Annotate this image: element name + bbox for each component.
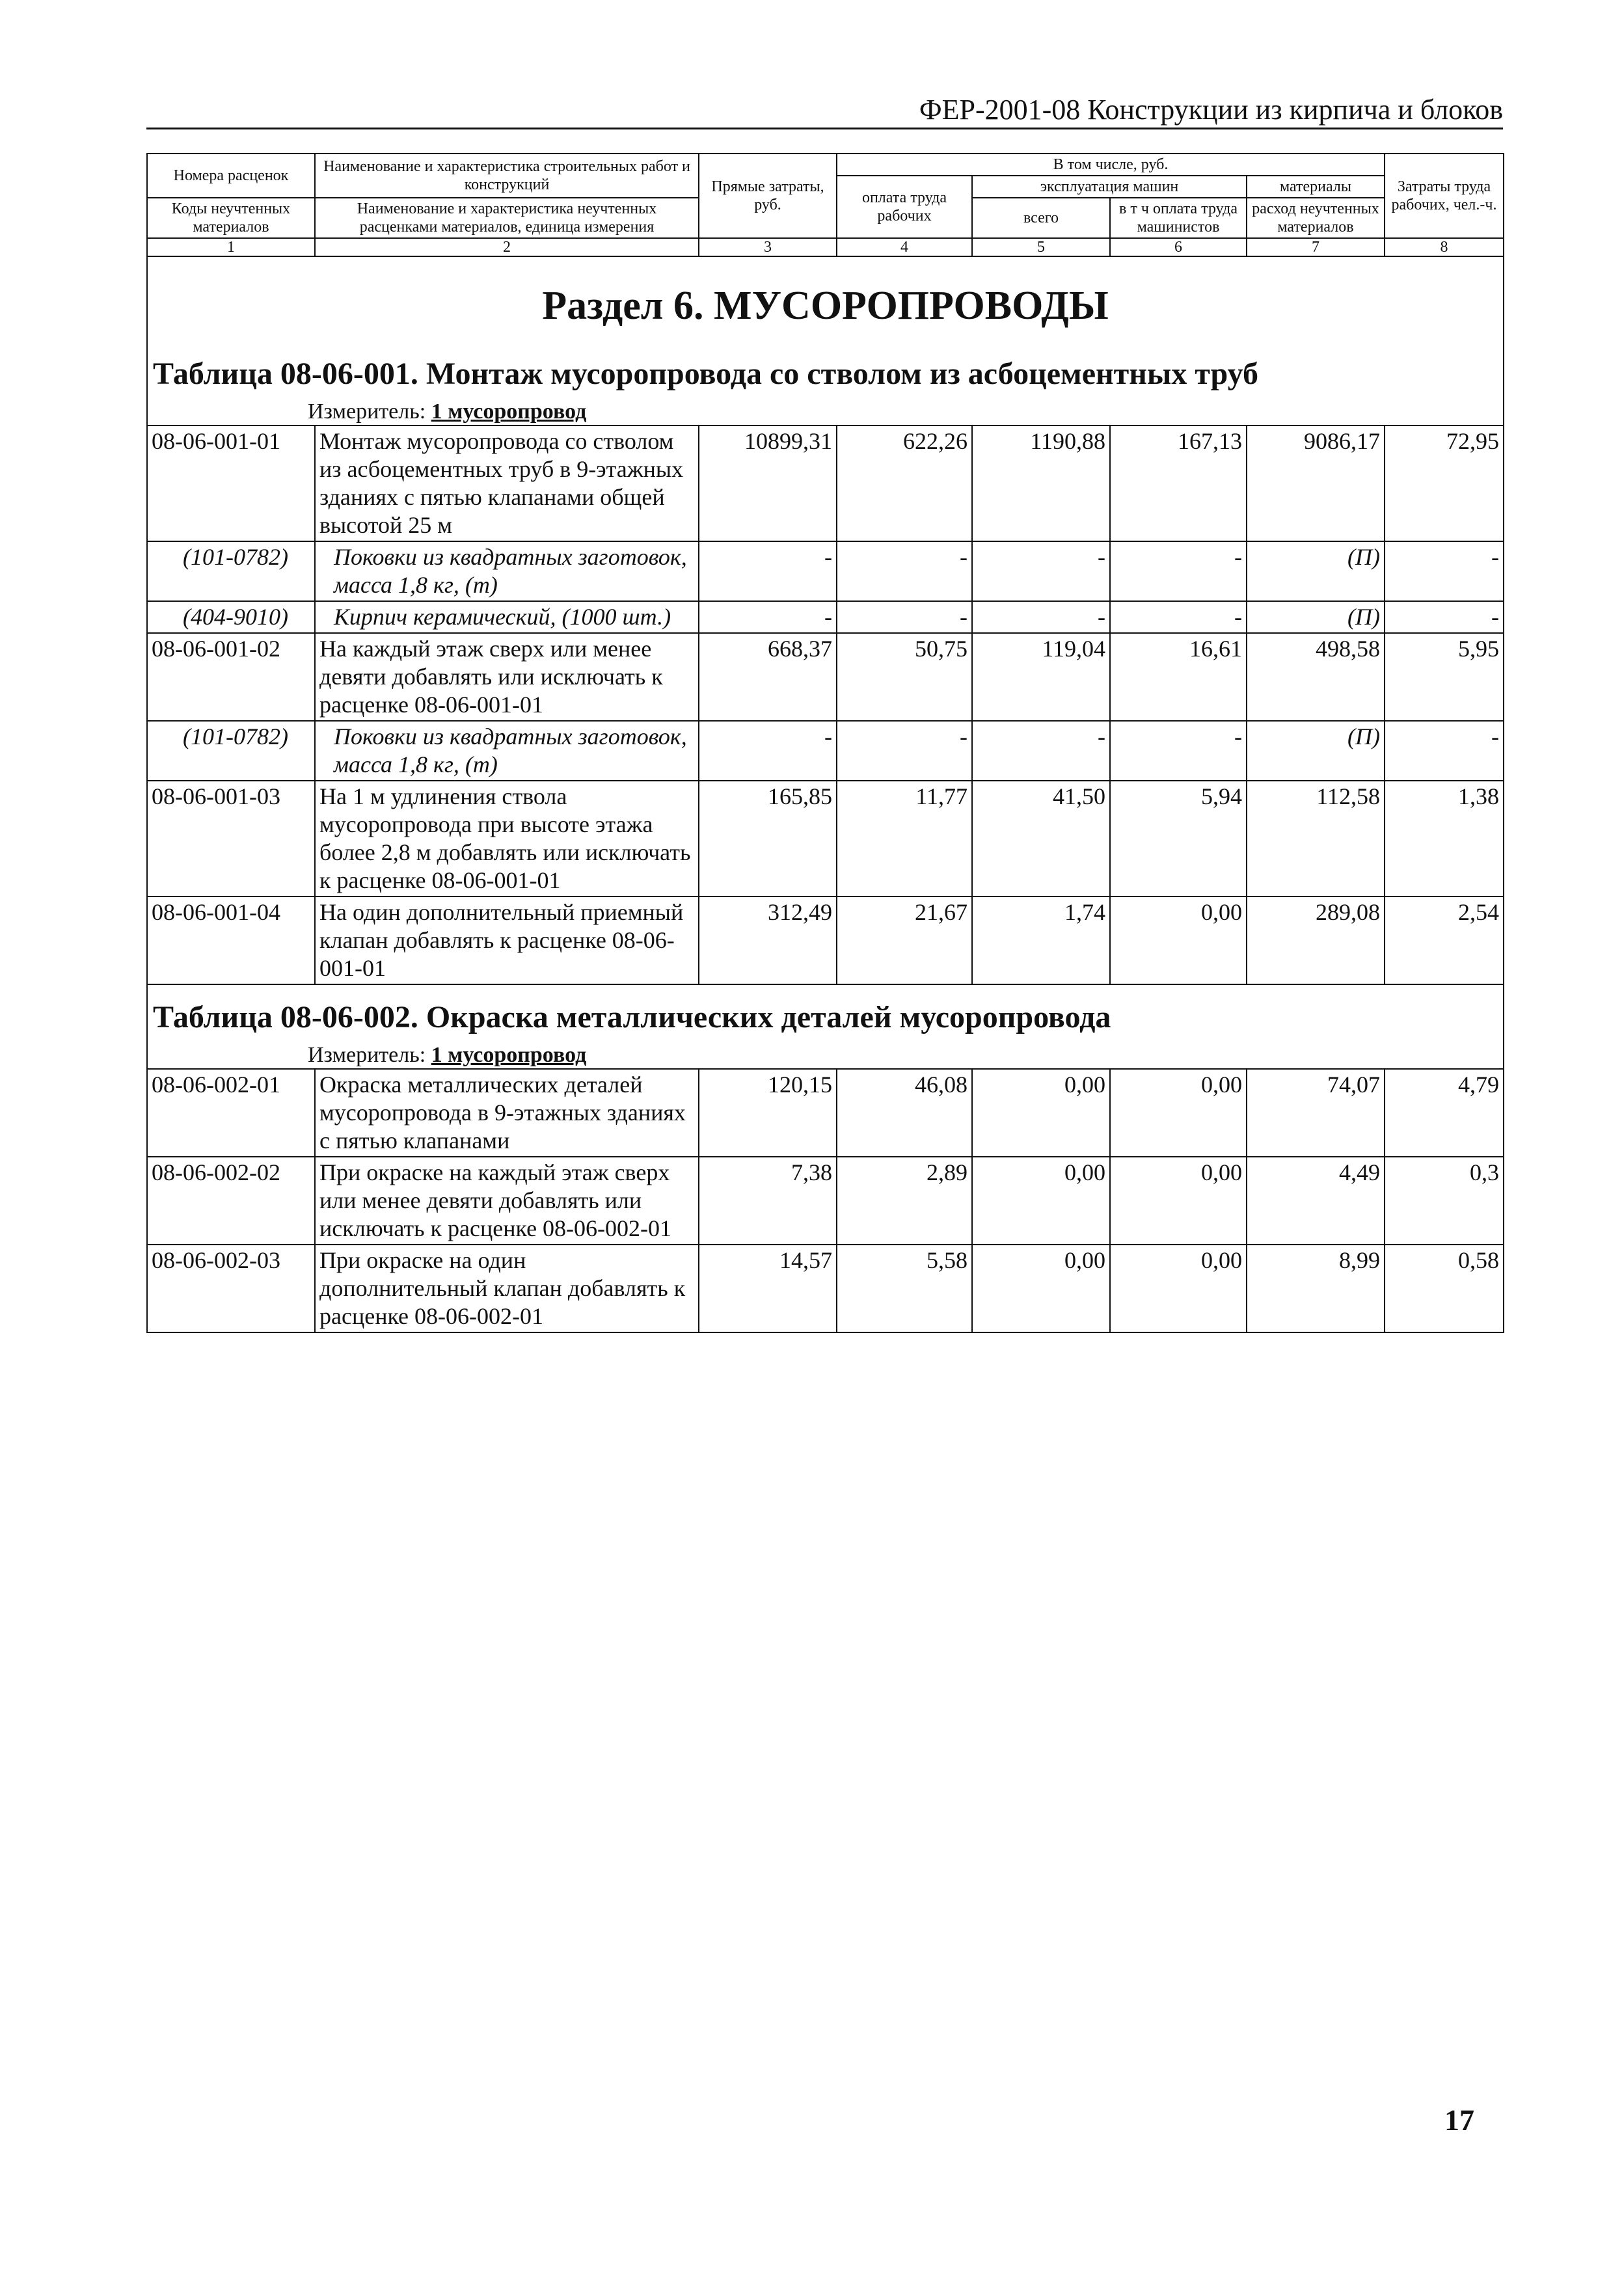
materials-cost: 289,08 [1247,897,1385,984]
rate-name: Монтаж мусоропровода со стволом из асбоцементных труб в 9-этажных зданиях с пятью клапанами общей высотой 25 м [315,425,699,541]
header-row-1 [147,154,1504,176]
materials-cost: 9086,17 [1247,425,1385,541]
table-row [147,425,1504,541]
labor-cost: 21,67 [837,897,972,984]
machinists-labor: 0,00 [1110,1245,1247,1332]
machines-total: - [972,721,1110,781]
machines-total: 119,04 [972,633,1110,721]
machinists-labor: 167,13 [1110,425,1247,541]
column-numbers-row [147,238,1504,256]
materials-header: материалы [1247,176,1385,198]
labor-hours: 0,3 [1385,1157,1504,1245]
machines-total: 1,74 [972,897,1110,984]
col3-header: Прямые затраты, руб. [699,154,837,238]
table-row [147,721,1504,781]
machines-total: 0,00 [972,1245,1110,1332]
direct-cost: 120,15 [699,1069,837,1157]
labor-cost: - [837,541,972,601]
machinists-labor: - [1110,721,1247,781]
material-code: (101-0782) [147,541,315,601]
labor-cost: 46,08 [837,1069,972,1157]
measure-line: Измеритель: 1 мусоропровод [308,1043,587,1067]
direct-cost: 14,57 [699,1245,837,1332]
materials-cost: (П) [1247,721,1385,781]
machines-total: - [972,541,1110,601]
running-header-title: ФЕР-2001-08 Конструкции из кирпича и блоков [919,94,1503,126]
table-row [147,781,1504,897]
labor-cost: 622,26 [837,425,972,541]
materials-cost: 4,49 [1247,1157,1385,1245]
table-row [147,1245,1504,1332]
machines-total: 41,50 [972,781,1110,897]
table-row [147,1069,1504,1157]
col-num: 7 [1247,238,1385,256]
rate-name: При окраске на каждый этаж сверх или менее девяти добавлять или исключать к расценке 08-06-002-01 [315,1157,699,1245]
rate-code: 08-06-001-02 [147,633,315,721]
direct-cost: 165,85 [699,781,837,897]
rate-name: На каждый этаж сверх или менее девяти добавлять или исключать к расценке 08-06-001-01 [315,633,699,721]
materials-cost: (П) [1247,541,1385,601]
rate-code: 08-06-001-04 [147,897,315,984]
page-number: 17 [1444,2103,1474,2137]
col-num: 1 [147,238,315,256]
machinists-labor: 0,00 [1110,1157,1247,1245]
labor-hours: 5,95 [1385,633,1504,721]
col8-header: Затраты труда рабочих, чел.-ч. [1385,154,1504,238]
machinists-labor: 16,61 [1110,633,1247,721]
col-num: 3 [699,238,837,256]
machines-total: 0,00 [972,1157,1110,1245]
table-title: Таблица 08-06-002. Окраска металлических деталей мусоропровода [153,1000,1111,1034]
section-row [147,256,1504,425]
col-num: 6 [1110,238,1247,256]
labor-cost: 5,58 [837,1245,972,1332]
rate-name: Окраска металлических деталей мусоропровода в 9-этажных зданиях с пятью клапанами [315,1069,699,1157]
labor-hours: 2,54 [1385,897,1504,984]
col1-top-header: Номера расценок [147,154,315,198]
labor-hours: 1,38 [1385,781,1504,897]
rate-name: При окраске на один дополнительный клапан добавлять к расценке 08-06-002-01 [315,1245,699,1332]
material-code: (101-0782) [147,721,315,781]
labor-cost: 11,77 [837,781,972,897]
materials-cost: (П) [1247,601,1385,633]
machines-header: эксплуатация машин [972,176,1247,198]
labor-cost: 50,75 [837,633,972,721]
direct-cost: - [699,541,837,601]
table-row [147,633,1504,721]
table-row [147,1157,1504,1245]
table-row [147,601,1504,633]
col6-header: в т ч оплата труда машинистов [1110,198,1247,238]
labor-hours: 4,79 [1385,1069,1504,1157]
col5-header: всего [972,198,1110,238]
rate-code: 08-06-002-03 [147,1245,315,1332]
labor-hours: 72,95 [1385,425,1504,541]
machines-total: 0,00 [972,1069,1110,1157]
col-num: 5 [972,238,1110,256]
direct-cost: 7,38 [699,1157,837,1245]
labor-hours: - [1385,721,1504,781]
incl-header: В том числе, руб. [837,154,1385,176]
material-code: (404-9010) [147,601,315,633]
col-num: 2 [315,238,699,256]
col7-header: расход неучтенных материалов [1247,198,1385,238]
rate-name: На 1 м удлинения ствола мусоропровода при высоте этажа более 2,8 м добавлять или исключать к расценке 08-06-001-01 [315,781,699,897]
table-row [147,541,1504,601]
col2-bottom-header: Наименование и характеристика неучтенных расценками материалов, единица измерения [315,198,699,238]
material-name: Кирпич керамический, (1000 шт.) [315,601,699,633]
machines-total: 1190,88 [972,425,1110,541]
direct-cost: 668,37 [699,633,837,721]
direct-cost: 10899,31 [699,425,837,541]
machinists-labor: 0,00 [1110,897,1247,984]
direct-cost: - [699,601,837,633]
material-name: Поковки из квадратных заготовок, масса 1,8 кг, (т) [315,541,699,601]
labor-cost: - [837,721,972,781]
materials-cost: 8,99 [1247,1245,1385,1332]
col-num: 4 [837,238,972,256]
rate-code: 08-06-002-01 [147,1069,315,1157]
labor-cost: 2,89 [837,1157,972,1245]
labor-cost: - [837,601,972,633]
materials-cost: 74,07 [1247,1069,1385,1157]
rate-code: 08-06-001-01 [147,425,315,541]
direct-cost: - [699,721,837,781]
rate-code: 08-06-001-03 [147,781,315,897]
table-title: Таблица 08-06-001. Монтаж мусоропровода со стволом из асбоцементных труб [153,357,1258,391]
machinists-labor: 5,94 [1110,781,1247,897]
machinists-labor: - [1110,601,1247,633]
col2-top-header: Наименование и характеристика строительных работ и конструкций [315,154,699,198]
rate-name: На один дополнительный приемный клапан добавлять к расценке 08-06-001-01 [315,897,699,984]
rates-table [146,153,1504,1333]
section-title: Раздел 6. МУСОРОПРОВОДЫ [542,284,1109,328]
col1-bottom-header: Коды неучтенных материалов [147,198,315,238]
running-header [146,94,1503,129]
machinists-labor: 0,00 [1110,1069,1247,1157]
direct-cost: 312,49 [699,897,837,984]
col4-header: оплата труда рабочих [837,176,972,238]
table-title-row [147,984,1504,1069]
measure-line: Измеритель: 1 мусоропровод [308,399,587,424]
labor-hours: - [1385,601,1504,633]
material-name: Поковки из квадратных заготовок, масса 1,8 кг, (т) [315,721,699,781]
table-row [147,897,1504,984]
machinists-labor: - [1110,541,1247,601]
col-num: 8 [1385,238,1504,256]
labor-hours: - [1385,541,1504,601]
materials-cost: 112,58 [1247,781,1385,897]
machines-total: - [972,601,1110,633]
labor-hours: 0,58 [1385,1245,1504,1332]
rate-code: 08-06-002-02 [147,1157,315,1245]
materials-cost: 498,58 [1247,633,1385,721]
